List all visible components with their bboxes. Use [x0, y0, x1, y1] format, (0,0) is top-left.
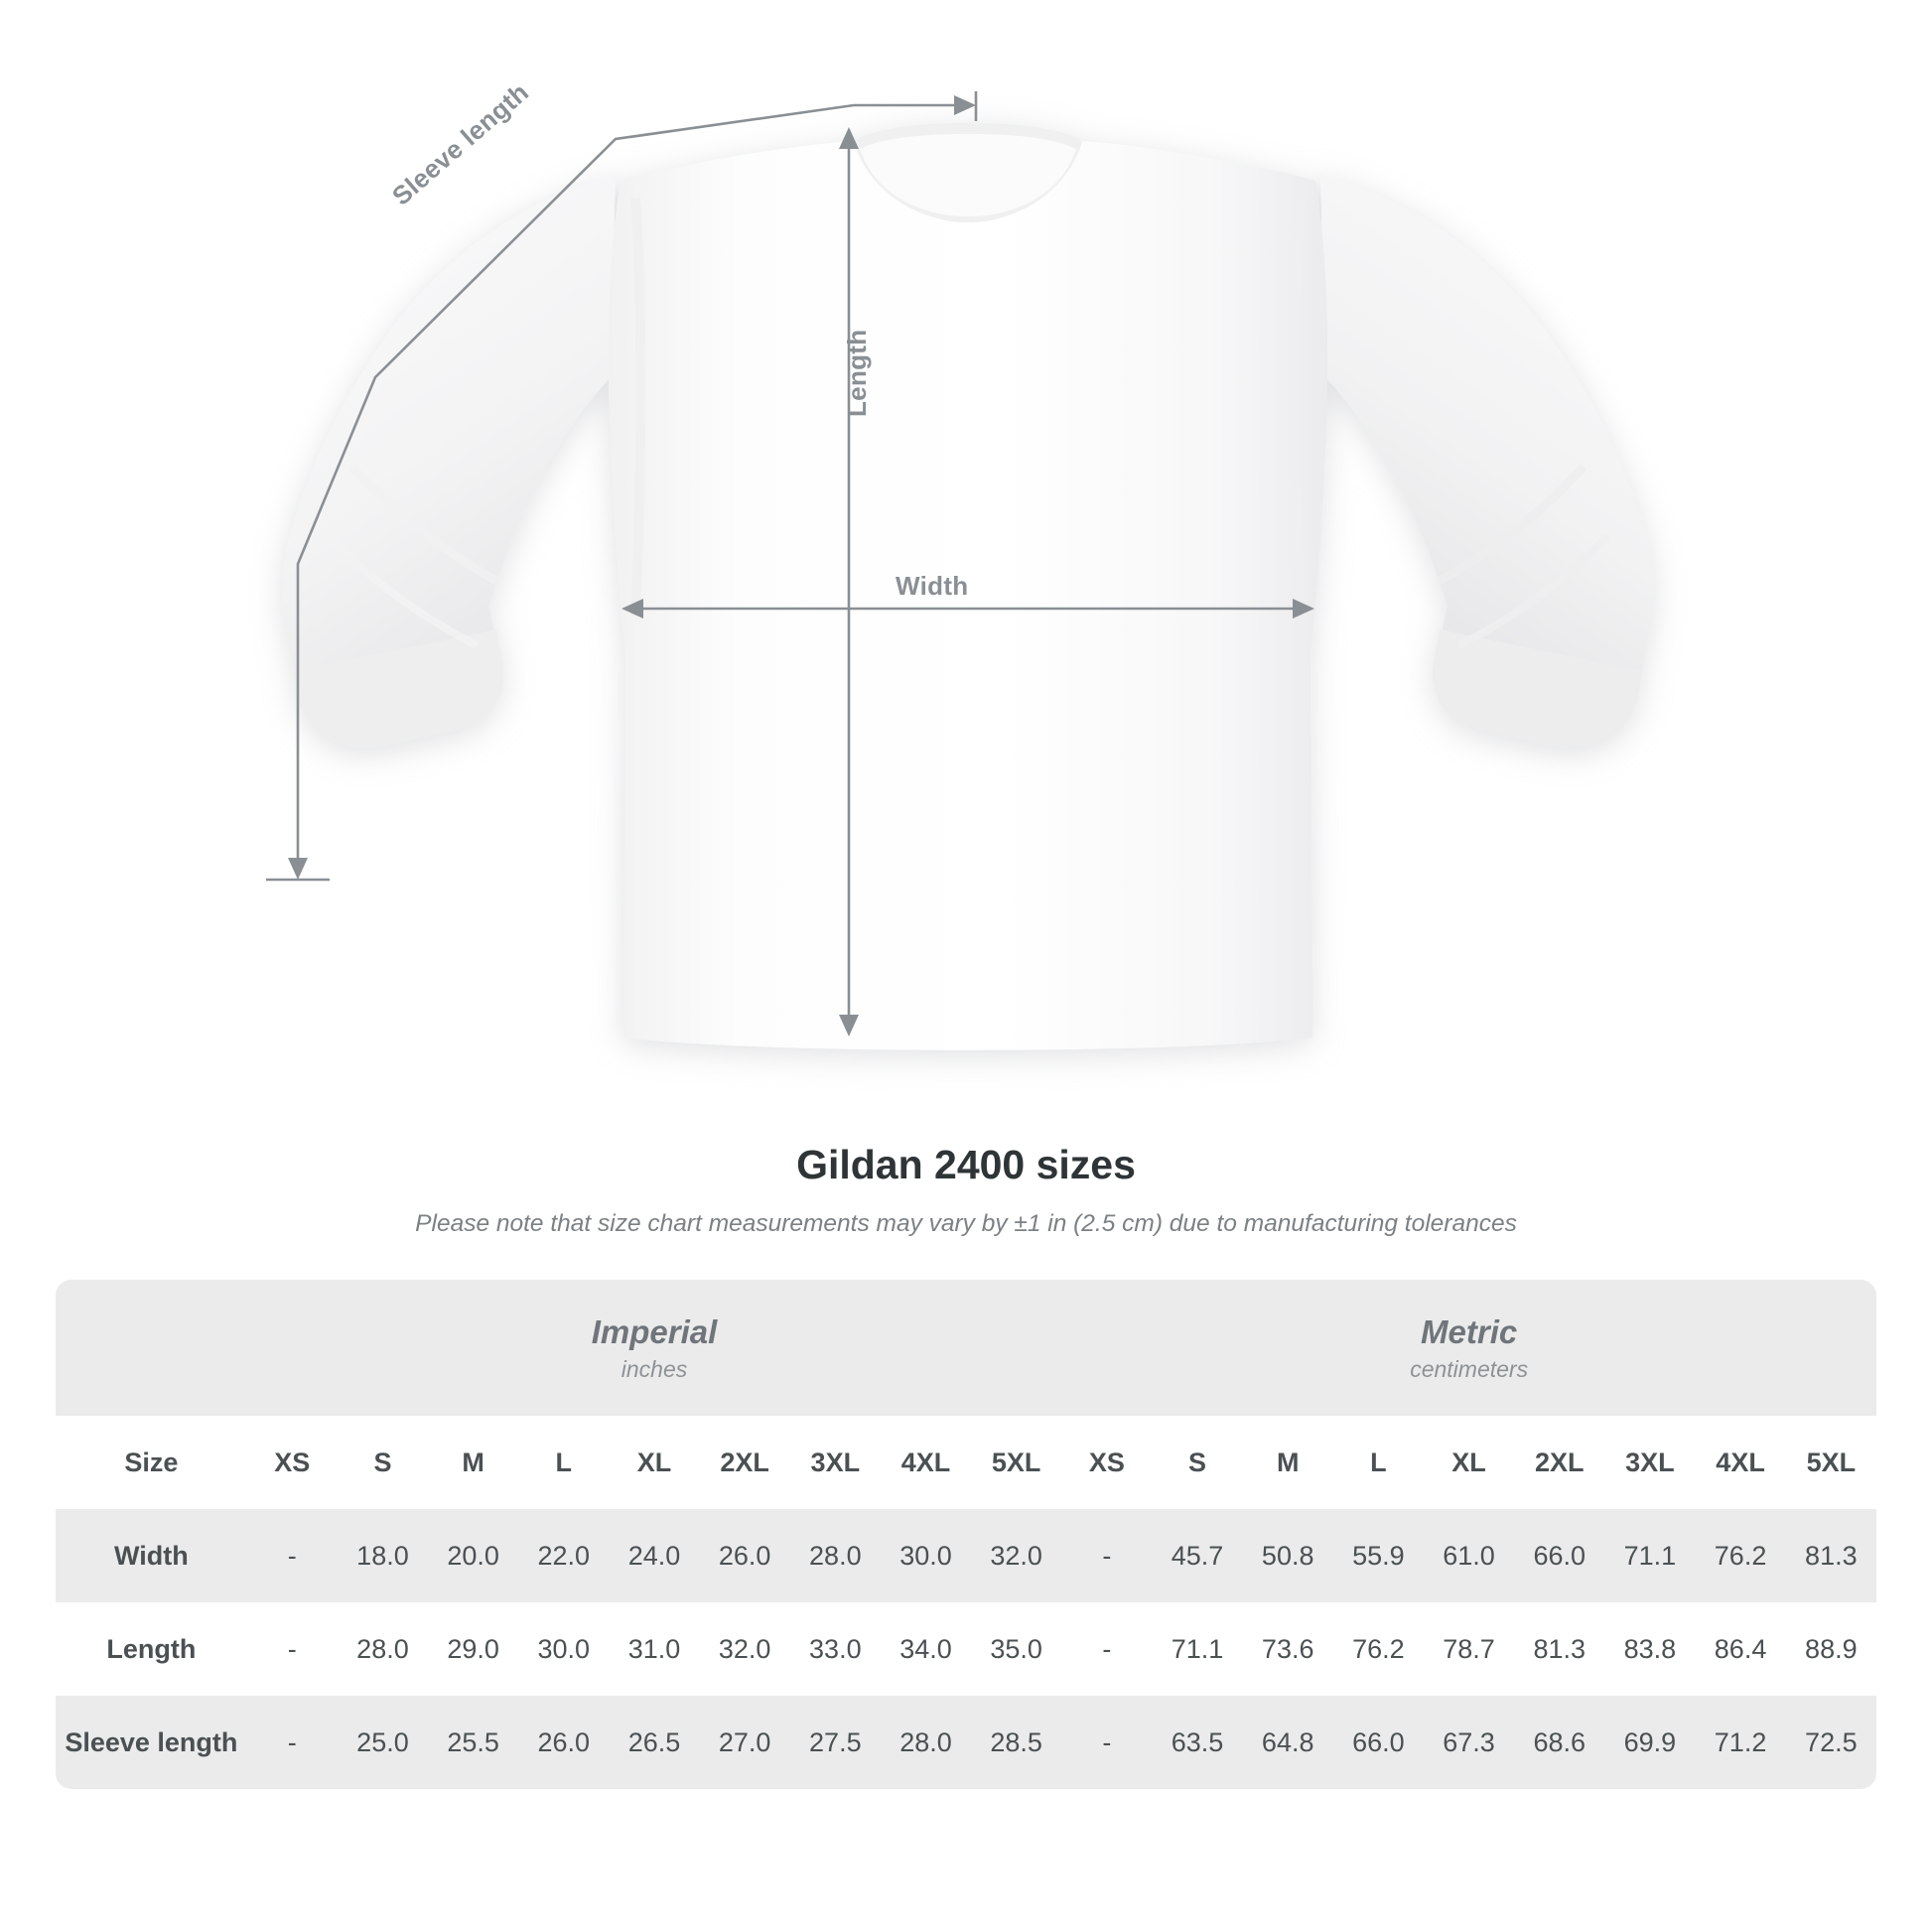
- size-header-imp-3xl: 3XL: [790, 1416, 881, 1509]
- cell-width-met-s: 45.7: [1152, 1509, 1242, 1602]
- size-header-imp-4xl: 4XL: [881, 1416, 971, 1509]
- size-header-imp-2xl: 2XL: [700, 1416, 790, 1509]
- cell-sleeve-imp-xs: -: [247, 1696, 338, 1789]
- cell-length-imp-xs: -: [247, 1602, 338, 1696]
- size-header-met-4xl: 4XL: [1695, 1416, 1785, 1509]
- cell-length-imp-3xl: 33.0: [790, 1602, 881, 1696]
- cell-length-met-s: 71.1: [1152, 1602, 1242, 1696]
- cell-length-met-3xl: 83.8: [1604, 1602, 1695, 1696]
- row-label-width: Width: [56, 1509, 247, 1602]
- system-metric-unit: centimeters: [1410, 1356, 1529, 1383]
- cell-width-imp-4xl: 30.0: [881, 1509, 971, 1602]
- cell-width-met-5xl: 81.3: [1786, 1509, 1876, 1602]
- cell-sleeve-met-4xl: 71.2: [1695, 1696, 1785, 1789]
- system-imperial-unit: inches: [621, 1356, 688, 1383]
- cell-width-imp-xl: 24.0: [609, 1509, 699, 1602]
- cell-width-met-2xl: 66.0: [1514, 1509, 1604, 1602]
- cell-sleeve-imp-s: 25.0: [338, 1696, 428, 1789]
- cell-length-met-xl: 78.7: [1424, 1602, 1514, 1696]
- cell-sleeve-imp-4xl: 28.0: [881, 1696, 971, 1789]
- cell-sleeve-imp-5xl: 28.5: [971, 1696, 1061, 1789]
- cell-length-imp-4xl: 34.0: [881, 1602, 971, 1696]
- size-header-imp-5xl: 5XL: [971, 1416, 1061, 1509]
- cell-length-imp-m: 29.0: [428, 1602, 518, 1696]
- system-metric: [1061, 1280, 1876, 1416]
- size-table-wrapper: [56, 1280, 1876, 1789]
- size-header-imp-xl: XL: [609, 1416, 699, 1509]
- length-dimension-label: Length: [842, 329, 872, 417]
- cell-width-imp-3xl: 28.0: [790, 1509, 881, 1602]
- cell-sleeve-imp-xl: 26.5: [609, 1696, 699, 1789]
- size-header-met-3xl: 3XL: [1604, 1416, 1695, 1509]
- size-header-met-2xl: 2XL: [1514, 1416, 1604, 1509]
- row-label-length: Length: [56, 1602, 247, 1696]
- size-header-imp-m: M: [428, 1416, 518, 1509]
- cell-width-met-xl: 61.0: [1424, 1509, 1514, 1602]
- row-label-sleeve-length: Sleeve length: [56, 1696, 247, 1789]
- sleeve-length-dimension-label: Sleeve length: [386, 76, 535, 211]
- size-header-met-s: S: [1152, 1416, 1242, 1509]
- size-header-imp-l: L: [518, 1416, 609, 1509]
- cell-sleeve-met-xl: 67.3: [1424, 1696, 1514, 1789]
- unit-system-row: [56, 1280, 1876, 1416]
- cell-sleeve-met-3xl: 69.9: [1604, 1696, 1695, 1789]
- cell-sleeve-imp-2xl: 27.0: [700, 1696, 790, 1789]
- cell-width-imp-2xl: 26.0: [700, 1509, 790, 1602]
- cell-length-imp-5xl: 35.0: [971, 1602, 1061, 1696]
- cell-width-met-4xl: 76.2: [1695, 1509, 1785, 1602]
- size-chart-table: [56, 1280, 1876, 1789]
- cell-width-met-l: 55.9: [1333, 1509, 1424, 1602]
- cell-sleeve-met-5xl: 72.5: [1786, 1696, 1876, 1789]
- cell-width-met-xs: -: [1061, 1509, 1152, 1602]
- cell-width-imp-xs: -: [247, 1509, 338, 1602]
- cell-sleeve-met-l: 66.0: [1333, 1696, 1424, 1789]
- size-header-met-l: L: [1333, 1416, 1424, 1509]
- table-row: [56, 1509, 1876, 1602]
- width-dimension-label: Width: [896, 571, 969, 601]
- cell-length-met-xs: -: [1061, 1602, 1152, 1696]
- cell-length-imp-l: 30.0: [518, 1602, 609, 1696]
- size-header-imp-xs: XS: [247, 1416, 338, 1509]
- table-row: [56, 1602, 1876, 1696]
- cell-sleeve-imp-m: 25.5: [428, 1696, 518, 1789]
- cell-width-met-m: 50.8: [1243, 1509, 1333, 1602]
- size-header-met-m: M: [1243, 1416, 1333, 1509]
- cell-width-imp-s: 18.0: [338, 1509, 428, 1602]
- cell-length-met-4xl: 86.4: [1695, 1602, 1785, 1696]
- cell-length-met-m: 73.6: [1243, 1602, 1333, 1696]
- size-header-row: [56, 1416, 1876, 1509]
- system-metric-name: Metric: [1421, 1313, 1518, 1351]
- cell-width-met-3xl: 71.1: [1604, 1509, 1695, 1602]
- cell-sleeve-met-xs: -: [1061, 1696, 1152, 1789]
- table-row: [56, 1696, 1876, 1789]
- cell-width-imp-5xl: 32.0: [971, 1509, 1061, 1602]
- cell-width-imp-l: 22.0: [518, 1509, 609, 1602]
- cell-length-imp-2xl: 32.0: [700, 1602, 790, 1696]
- size-header-label: Size: [56, 1416, 247, 1509]
- cell-sleeve-imp-l: 26.0: [518, 1696, 609, 1789]
- size-header-met-xl: XL: [1424, 1416, 1514, 1509]
- cell-width-imp-m: 20.0: [428, 1509, 518, 1602]
- title-block: [0, 1142, 1932, 1238]
- cell-length-imp-xl: 31.0: [609, 1602, 699, 1696]
- page-title: Gildan 2400 sizes: [796, 1142, 1136, 1187]
- cell-sleeve-met-s: 63.5: [1152, 1696, 1242, 1789]
- cell-length-met-l: 76.2: [1333, 1602, 1424, 1696]
- size-header-imp-s: S: [338, 1416, 428, 1509]
- cell-length-met-5xl: 88.9: [1786, 1602, 1876, 1696]
- cell-sleeve-imp-3xl: 27.5: [790, 1696, 881, 1789]
- cell-sleeve-met-m: 64.8: [1243, 1696, 1333, 1789]
- system-imperial-name: Imperial: [591, 1313, 718, 1351]
- system-row-spacer: [56, 1280, 247, 1416]
- tolerance-note: Please note that size chart measurements may vary by ±1 in (2.5 cm) due to manufacturing tolerances: [415, 1210, 1517, 1237]
- size-header-met-xs: XS: [1061, 1416, 1152, 1509]
- cell-length-met-2xl: 81.3: [1514, 1602, 1604, 1696]
- cell-length-imp-s: 28.0: [338, 1602, 428, 1696]
- cell-sleeve-met-2xl: 68.6: [1514, 1696, 1604, 1789]
- size-header-met-5xl: 5XL: [1786, 1416, 1876, 1509]
- system-imperial: [247, 1280, 1062, 1416]
